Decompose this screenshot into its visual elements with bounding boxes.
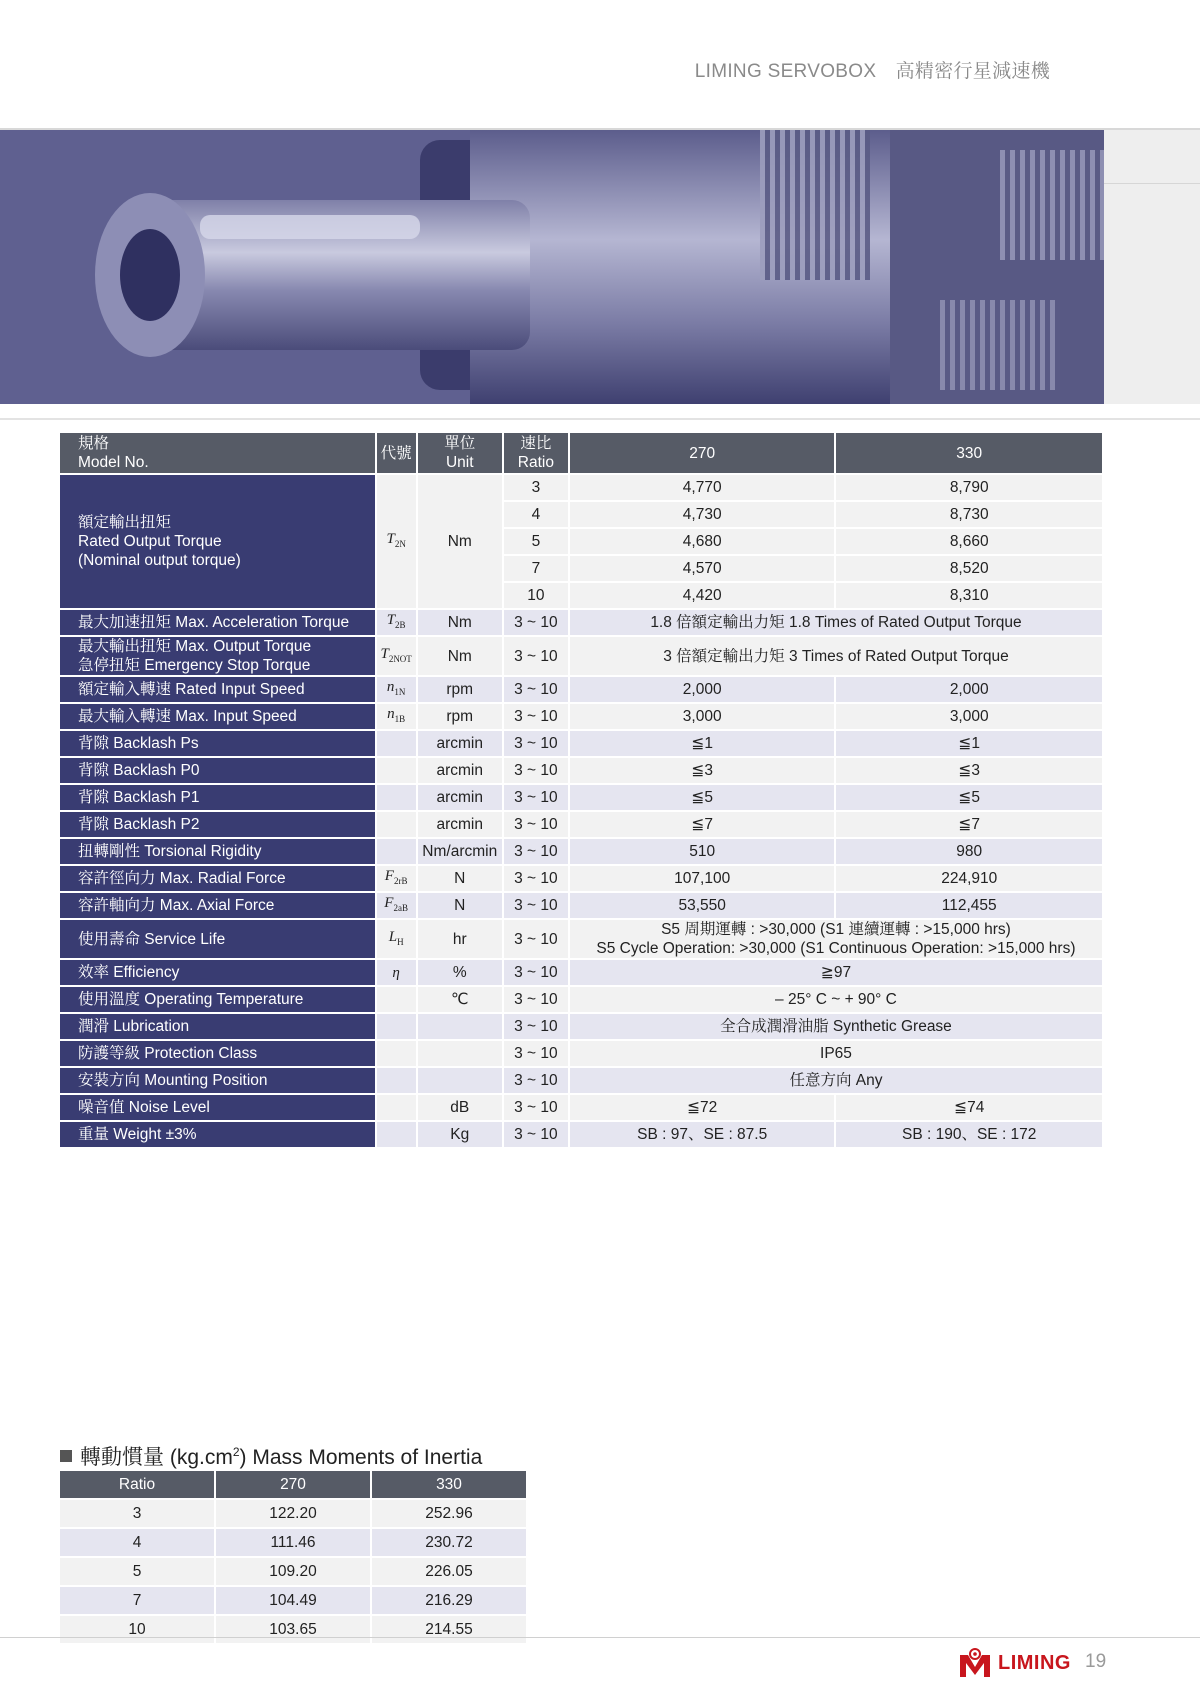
rated-torque-label-line: (Nominal output torque) [78,552,241,569]
header-unit-en: Unit [445,454,474,471]
inertia-330: 214.55 [372,1616,526,1643]
value-270: 4,770 [570,475,835,500]
spec-label [60,1068,375,1093]
symbol [387,679,406,695]
unit-cell: rpm [418,704,502,729]
symbol-cell [377,839,416,864]
spec-label-line: 效率 Efficiency [78,964,180,981]
ratio-cell: 3 ~ 10 [504,960,568,985]
inertia-330: 230.72 [372,1529,526,1556]
inertia-header-270: 270 [216,1471,370,1498]
value-270: ≦1 [570,731,835,756]
symbol-subscript: 2NOT [388,653,412,664]
symbol [389,929,404,945]
ratio-cell: 3 ~ 10 [504,1068,568,1093]
spec-label-line: 急停扭矩 Emergency Stop Torque [78,657,311,674]
value-330: ≦5 [836,785,1102,810]
spec-label [60,704,375,729]
inertia-row [60,1558,526,1585]
inertia-row [60,1500,526,1527]
symbol-cell [377,758,416,783]
value-270: ≦5 [570,785,835,810]
unit-cell: arcmin [418,785,502,810]
merged-value [570,1068,1102,1093]
gearbox-shaft-illustration [0,130,1104,404]
header-title: LIMING SERVOBOX 高精密行星減速機 [694,61,1050,82]
symbol-cell [377,1095,416,1120]
symbol [384,895,408,911]
inertia-270: 103.65 [216,1616,370,1643]
unit-cell: N [418,866,502,891]
symbol-cell [377,1122,416,1147]
unit-cell: Nm/arcmin [418,839,502,864]
symbol-cell [377,1014,416,1039]
value-330: SB : 190、SE : 172 [836,1122,1102,1147]
merged-value-line: – 25° C ~ + 90° C [775,991,897,1008]
unit-cell: arcmin [418,812,502,837]
symbol-subscript: 1B [394,714,406,724]
merged-value [570,960,1102,985]
inertia-title-pre: 轉動慣量 (kg.cm [80,1446,233,1469]
spec-label [60,987,375,1012]
spec-label-line: 背隙 Backlash P0 [78,762,200,779]
inertia-table [58,1469,528,1645]
merged-value [570,987,1102,1012]
symbol-subscript: 1N [394,687,406,697]
symbol-cell [377,637,416,675]
value-330: 8,790 [836,475,1102,500]
inertia-330: 216.29 [372,1587,526,1614]
symbol-subscript: 2aB [393,903,408,913]
value-270: 510 [570,839,835,864]
ratio-cell: 4 [504,502,568,527]
spec-header-row [60,433,1102,473]
header-model-cn: 規格 [78,435,110,452]
hero-side-panel [1104,130,1200,404]
ratio-cell: 3 ~ 10 [504,731,568,756]
inertia-title-post: ) Mass Moments of Inertia [239,1446,483,1469]
symbol-main: η [392,964,400,981]
page-number: 19 [1085,1651,1107,1672]
spec-label-line: 額定輸入轉速 Rated Input Speed [78,681,305,698]
symbol-cell [377,866,416,891]
ratio-cell: 3 ~ 10 [504,1041,568,1066]
spec-label-line: 使用壽命 Service Life [78,930,226,948]
ratio-cell: 7 [504,556,568,581]
value-270: 107,100 [570,866,835,891]
symbol-main: F [384,868,394,884]
header-model-330: 330 [836,433,1102,473]
inertia-ratio: 5 [60,1558,214,1585]
spec-label [60,1041,375,1066]
inertia-270: 111.46 [216,1529,370,1556]
spec-label [60,785,375,810]
spec-row [60,637,1102,675]
value-330: ≦74 [836,1095,1102,1120]
value-270: 4,570 [570,556,835,581]
spec-label [60,1014,375,1039]
value-270: 4,730 [570,502,835,527]
spec-label [60,812,375,837]
merged-value [570,920,1102,958]
inertia-row [60,1529,526,1556]
ratio-cell: 3 ~ 10 [504,987,568,1012]
ratio-cell: 3 ~ 10 [504,1095,568,1120]
product-hero-image [0,130,1104,404]
spec-row [60,1041,1102,1066]
value-330: 112,455 [836,893,1102,918]
header-ratio [504,433,568,473]
spec-row [60,960,1102,985]
spec-label-line: 最大輸入轉速 Max. Input Speed [78,708,297,725]
merged-value [570,1014,1102,1039]
ratio-cell: 3 ~ 10 [504,610,568,635]
rated-torque-unit: Nm [418,475,502,608]
inertia-ratio: 7 [60,1587,214,1614]
value-330: 224,910 [836,866,1102,891]
value-330: ≦1 [836,731,1102,756]
symbol-cell [377,1041,416,1066]
spec-row [60,1122,1102,1147]
ratio-cell: 3 ~ 10 [504,785,568,810]
value-330: 2,000 [836,677,1102,702]
value-270: 4,420 [570,583,835,608]
symbol [387,706,405,722]
spec-row [60,785,1102,810]
symbol [380,646,411,662]
merged-value-line: IP65 [820,1045,852,1062]
unit-cell: arcmin [418,758,502,783]
spec-label-line: 防護等級 Protection Class [78,1045,258,1062]
ratio-cell: 3 ~ 10 [504,839,568,864]
spec-label-line: 容許軸向力 Max. Axial Force [78,897,275,914]
footer-divider [0,1637,1200,1638]
unit-cell [418,1041,502,1066]
logo-text: LIMING [998,1651,1071,1674]
symbol-cell [377,610,416,635]
spec-label-line: 最大輸出扭矩 Max. Output Torque [78,638,312,655]
unit-cell: Nm [418,637,502,675]
value-270: ≦3 [570,758,835,783]
inertia-330: 252.96 [372,1500,526,1527]
spec-row [60,812,1102,837]
symbol-main: L [388,928,398,945]
spec-row [60,1095,1102,1120]
unit-cell: dB [418,1095,502,1120]
unit-cell: Kg [418,1122,502,1147]
unit-cell [418,1014,502,1039]
spec-label-line: 背隙 Backlash P1 [78,789,200,806]
rated-torque-label [60,475,375,608]
spec-label-line: 噪音值 Noise Level [78,1099,210,1116]
unit-cell: ℃ [418,987,502,1012]
spec-label-line: 背隙 Backlash Ps [78,735,199,752]
ratio-cell: 3 [504,475,568,500]
header-ratio-cn: 速比 [520,435,552,452]
symbol-cell [377,785,416,810]
symbol-main: n [386,679,395,695]
inertia-ratio: 10 [60,1616,214,1643]
merged-value-line: 任意方向 Any [789,1072,883,1089]
symbol-cell [377,987,416,1012]
spec-label [60,610,375,635]
header-model-270: 270 [570,433,835,473]
spec-label-line: 背隙 Backlash P2 [78,816,200,833]
spec-row [60,610,1102,635]
hero-side-divider [1104,183,1200,184]
liming-logo-icon [958,1647,992,1679]
spec-label [60,637,375,675]
spec-row [60,893,1102,918]
header-unit [418,433,502,473]
symbol-cell [377,893,416,918]
liming-logo [958,1646,1071,1680]
inertia-header-ratio: Ratio [60,1471,214,1498]
ratio-cell: 3 ~ 10 [504,637,568,675]
unit-cell: Nm [418,610,502,635]
spec-label [60,758,375,783]
unit-cell: hr [418,920,502,958]
spec-label [60,920,375,958]
spec-label [60,731,375,756]
inertia-title-sup: 2 [232,1445,240,1459]
value-270: 3,000 [570,704,835,729]
symbol [392,965,399,981]
spec-label [60,866,375,891]
spec-label [60,893,375,918]
symbol-cell [377,920,416,958]
spec-row [60,987,1102,1012]
value-330: ≦3 [836,758,1102,783]
header-code: 代號 [377,433,416,473]
merged-value-line: ≧97 [820,964,852,981]
spec-row [60,677,1102,702]
symbol-subscript: 2B [395,620,406,630]
unit-cell: arcmin [418,731,502,756]
spec-row [60,866,1102,891]
symbol-cell [377,1068,416,1093]
ratio-cell: 3 ~ 10 [504,704,568,729]
inertia-270: 109.20 [216,1558,370,1585]
symbol-cell [377,475,416,608]
value-270: 4,680 [570,529,835,554]
symbol-cell [377,812,416,837]
spec-row [60,758,1102,783]
symbol-main: T [380,645,389,662]
spec-label [60,1122,375,1147]
ratio-cell: 10 [504,583,568,608]
bullet-square-icon [60,1450,72,1462]
value-330: 980 [836,839,1102,864]
merged-value [570,1041,1102,1066]
value-330: ≦7 [836,812,1102,837]
spec-label [60,677,375,702]
symbol-main: T [386,531,395,547]
inertia-row [60,1616,526,1643]
value-330: 3,000 [836,704,1102,729]
ratio-cell: 3 ~ 10 [504,893,568,918]
rated-torque-label-line: 額定輸出扭矩 [78,514,172,531]
spec-row [60,1068,1102,1093]
merged-value-line: 3 倍額定輸出力矩 3 Times of Rated Output Torque [663,647,1009,665]
ratio-cell: 3 ~ 10 [504,1122,568,1147]
spec-label [60,960,375,985]
ratio-cell: 3 ~ 10 [504,677,568,702]
inertia-body [60,1500,526,1643]
merged-value-line: S5 Cycle Operation: >30,000 (S1 Continuous Operation: >15,000 hrs) [596,940,1076,957]
spec-row [60,731,1102,756]
symbol-cell [377,704,416,729]
inertia-header-row [60,1471,526,1498]
value-270: ≦7 [570,812,835,837]
symbol-cell [377,960,416,985]
hero-bottom-divider [0,418,1200,420]
value-330: 8,520 [836,556,1102,581]
merged-value-line: S5 周期運轉 : >30,000 (S1 連續運轉 : >15,000 hrs) [661,921,1011,938]
spec-label [60,839,375,864]
spec-label-line: 重量 Weight ±3% [78,1126,197,1143]
value-330: 8,730 [836,502,1102,527]
symbol [387,612,406,628]
symbol-subscript: 2N [394,539,406,549]
unit-cell: % [418,960,502,985]
value-330: 8,660 [836,529,1102,554]
header-model-en: Model No. [78,454,149,471]
inertia-title [60,1441,482,1471]
rated-torque-label-line: Rated Output Torque [78,533,222,550]
spec-body [60,475,1102,1147]
merged-value-line: 1.8 倍額定輸出力矩 1.8 Times of Rated Output Torque [650,614,1022,631]
spec-row [60,920,1102,958]
ratio-cell: 5 [504,529,568,554]
value-270: SB : 97、SE : 87.5 [570,1122,835,1147]
symbol-cell [377,677,416,702]
spec-label-line: 扭轉剛性 Torsional Rigidity [78,843,262,860]
inertia-270: 104.49 [216,1587,370,1614]
inertia-header-330: 330 [372,1471,526,1498]
value-270: 2,000 [570,677,835,702]
unit-cell: N [418,893,502,918]
spec-row [60,839,1102,864]
spec-row [60,704,1102,729]
symbol-main: n [387,706,395,722]
unit-cell [418,1068,502,1093]
inertia-ratio: 4 [60,1529,214,1556]
symbol-main: F [384,895,394,911]
spec-label-line: 容許徑向力 Max. Radial Force [78,870,286,887]
symbol-main: T [386,612,396,628]
value-270: ≦72 [570,1095,835,1120]
page-header [0,0,1200,130]
merged-value [570,610,1102,635]
spec-label-line: 最大加速扭矩 Max. Acceleration Torque [78,614,350,631]
value-330: 8,310 [836,583,1102,608]
symbol [385,868,408,884]
inertia-row [60,1587,526,1614]
header-unit-cn: 單位 [444,435,476,452]
symbol-subscript: H [397,936,404,947]
merged-value-line: 全合成潤滑油脂 Synthetic Grease [720,1018,952,1035]
symbol-cell [377,731,416,756]
value-270: 53,550 [570,893,835,918]
header-ratio-en: Ratio [517,454,554,471]
spec-label [60,1095,375,1120]
rated-torque-row [60,475,1102,500]
inertia-270: 122.20 [216,1500,370,1527]
spec-label-line: 使用溫度 Operating Temperature [78,991,304,1008]
ratio-cell: 3 ~ 10 [504,758,568,783]
ratio-cell: 3 ~ 10 [504,920,568,958]
ratio-cell: 3 ~ 10 [504,1014,568,1039]
header-model [60,433,375,473]
spec-row [60,1014,1102,1039]
spec-label-line: 安裝方向 Mounting Position [78,1072,268,1089]
inertia-ratio: 3 [60,1500,214,1527]
inertia-330: 226.05 [372,1558,526,1585]
ratio-cell: 3 ~ 10 [504,866,568,891]
spec-label-line: 潤滑 Lubrication [78,1018,190,1035]
merged-value [570,637,1102,675]
unit-cell: rpm [418,677,502,702]
ratio-cell: 3 ~ 10 [504,812,568,837]
symbol-subscript: 2rB [393,876,408,886]
symbol [386,531,405,547]
spec-table [58,431,1104,1149]
